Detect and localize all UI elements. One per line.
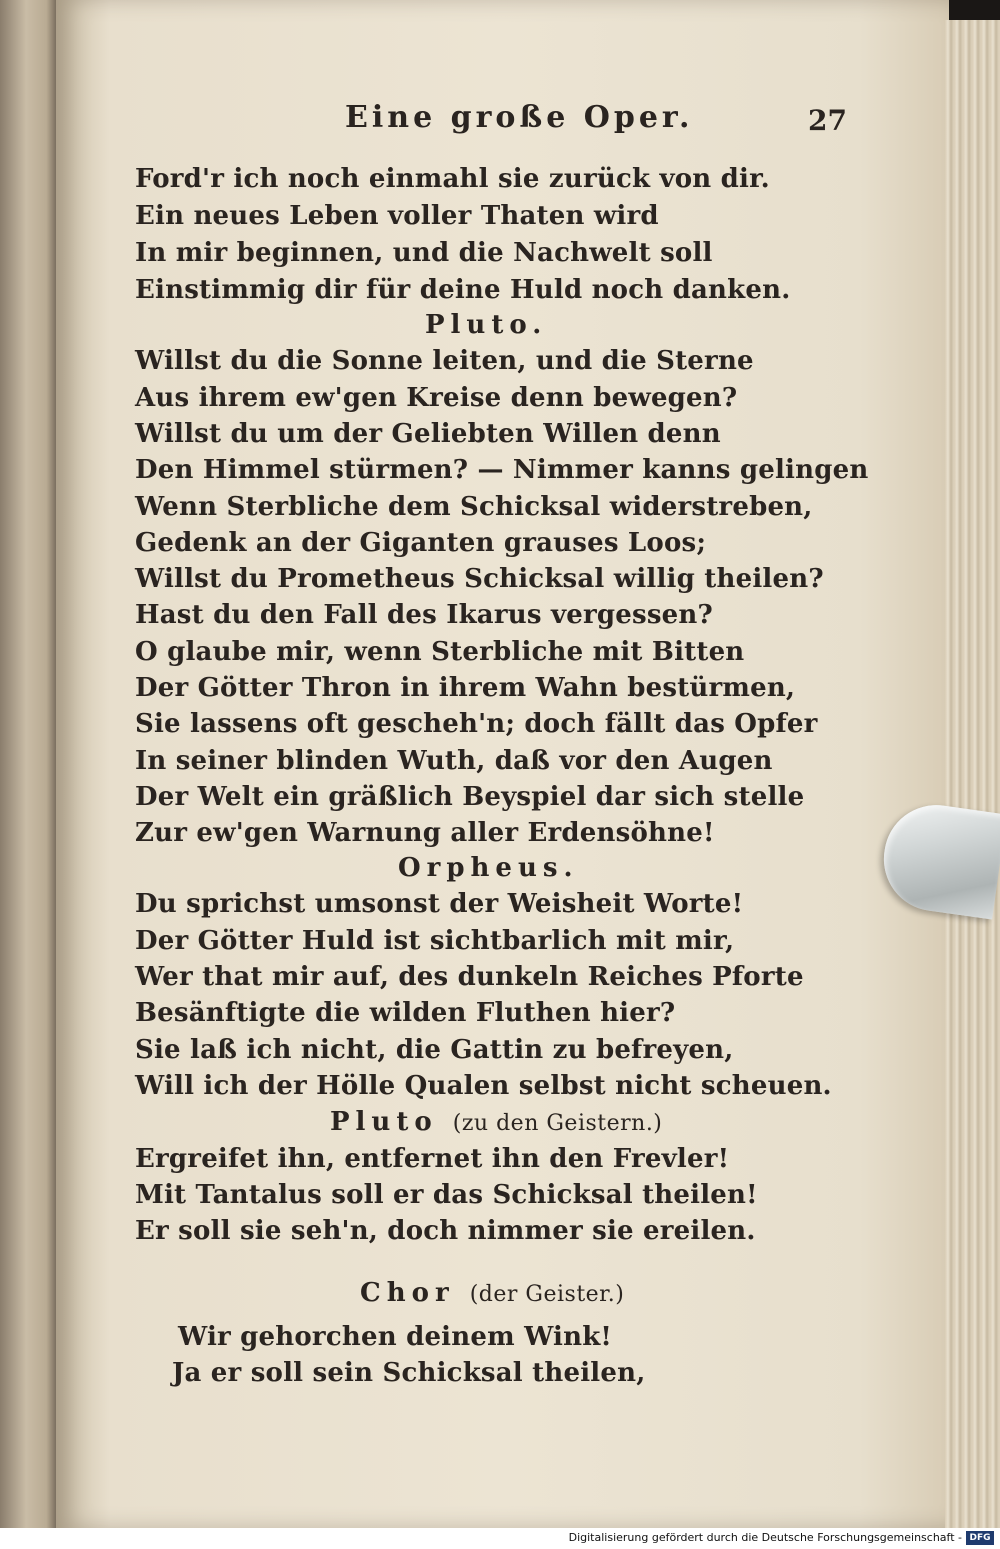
verse-line: Ford'r ich noch einmahl sie zurück von dir. [135,164,770,194]
stage-speaker [360,1278,624,1308]
verse-line: Mit Tantalus soll er das Schicksal theilen! [135,1180,758,1210]
facing-page-edge [0,0,58,1528]
verse-line: Willst du die Sonne leiten, und die Sterne [135,346,754,376]
verse-line: Du sprichst umsonst der Weisheit Worte! [135,889,744,919]
verse-line: Wer that mir auf, des dunkeln Reiches Pforte [135,962,804,992]
stage-direction: (zu den Geistern.) [452,1111,663,1136]
verse-line: In seiner blinden Wuth, daß vor den Augen [135,746,773,776]
verse-line: O glaube mir, wenn Sterbliche mit Bitten [135,637,745,667]
verse-line: Ergreifet ihn, entfernet ihn den Frevler! [135,1144,730,1174]
verse-line: Sie lassens oft gescheh'n; doch fällt das Opfer [135,709,818,739]
speaker-name: Pluto [330,1107,438,1137]
verse-line: Der Götter Thron in ihrem Wahn bestürmen, [135,673,796,703]
stage-speaker [330,1107,662,1137]
verse-line: Ja er soll sein Schicksal theilen, [172,1358,646,1388]
verse-line: Willst du Prometheus Schicksal willig theilen? [135,564,824,594]
page-stack-edge [945,20,1000,1528]
verse-line: Gedenk an der Giganten grauses Loos; [135,528,707,558]
speaker-name: Orpheus. [398,853,579,883]
verse-line: Wir gehorchen deinem Wink! [178,1322,613,1352]
verse-line: Aus ihrem ew'gen Kreise denn bewegen? [135,383,738,413]
verse-line: Sie laß ich nicht, die Gattin zu befreyen, [135,1035,734,1065]
verse-line: Willst du um der Geliebten Willen denn [135,419,721,449]
running-head: Eine große Oper. [345,100,694,135]
speaker-name: Pluto. [425,310,548,340]
verse-line: Der Götter Huld ist sichtbarlich mit mir, [135,926,735,956]
verse-line: Er soll sie seh'n, doch nimmer sie ereilen. [135,1216,756,1246]
verse-line: Wenn Sterbliche dem Schicksal widerstreben, [135,492,813,522]
stage-direction: (der Geister.) [469,1282,625,1307]
verse-line: Den Himmel stürmen? — Nimmer kanns gelingen [135,455,869,485]
verse-line: Ein neues Leben voller Thaten wird [135,201,659,231]
verse-line: Will ich der Hölle Qualen selbst nicht scheuen. [135,1071,832,1101]
verse-line: Der Welt ein gräßlich Beyspiel dar sich stelle [135,782,805,812]
page-number: 27 [808,104,847,137]
funding-credit: Digitalisierung gefördert durch die Deutsche Forschungsgemeinschaft - [568,1531,962,1544]
verse-line: Einstimmig dir für deine Huld noch danken. [135,275,791,305]
verse-line: Besänftigte die wilden Fluthen hier? [135,998,676,1028]
verse-line: In mir beginnen, und die Nachwelt soll [135,238,713,268]
speaker-name: Chor [360,1278,455,1308]
verse-line: Zur ew'gen Warnung aller Erdensöhne! [135,818,715,848]
dfg-logo: DFG [966,1531,994,1545]
verse-line: Hast du den Fall des Ikarus vergessen? [135,600,713,630]
